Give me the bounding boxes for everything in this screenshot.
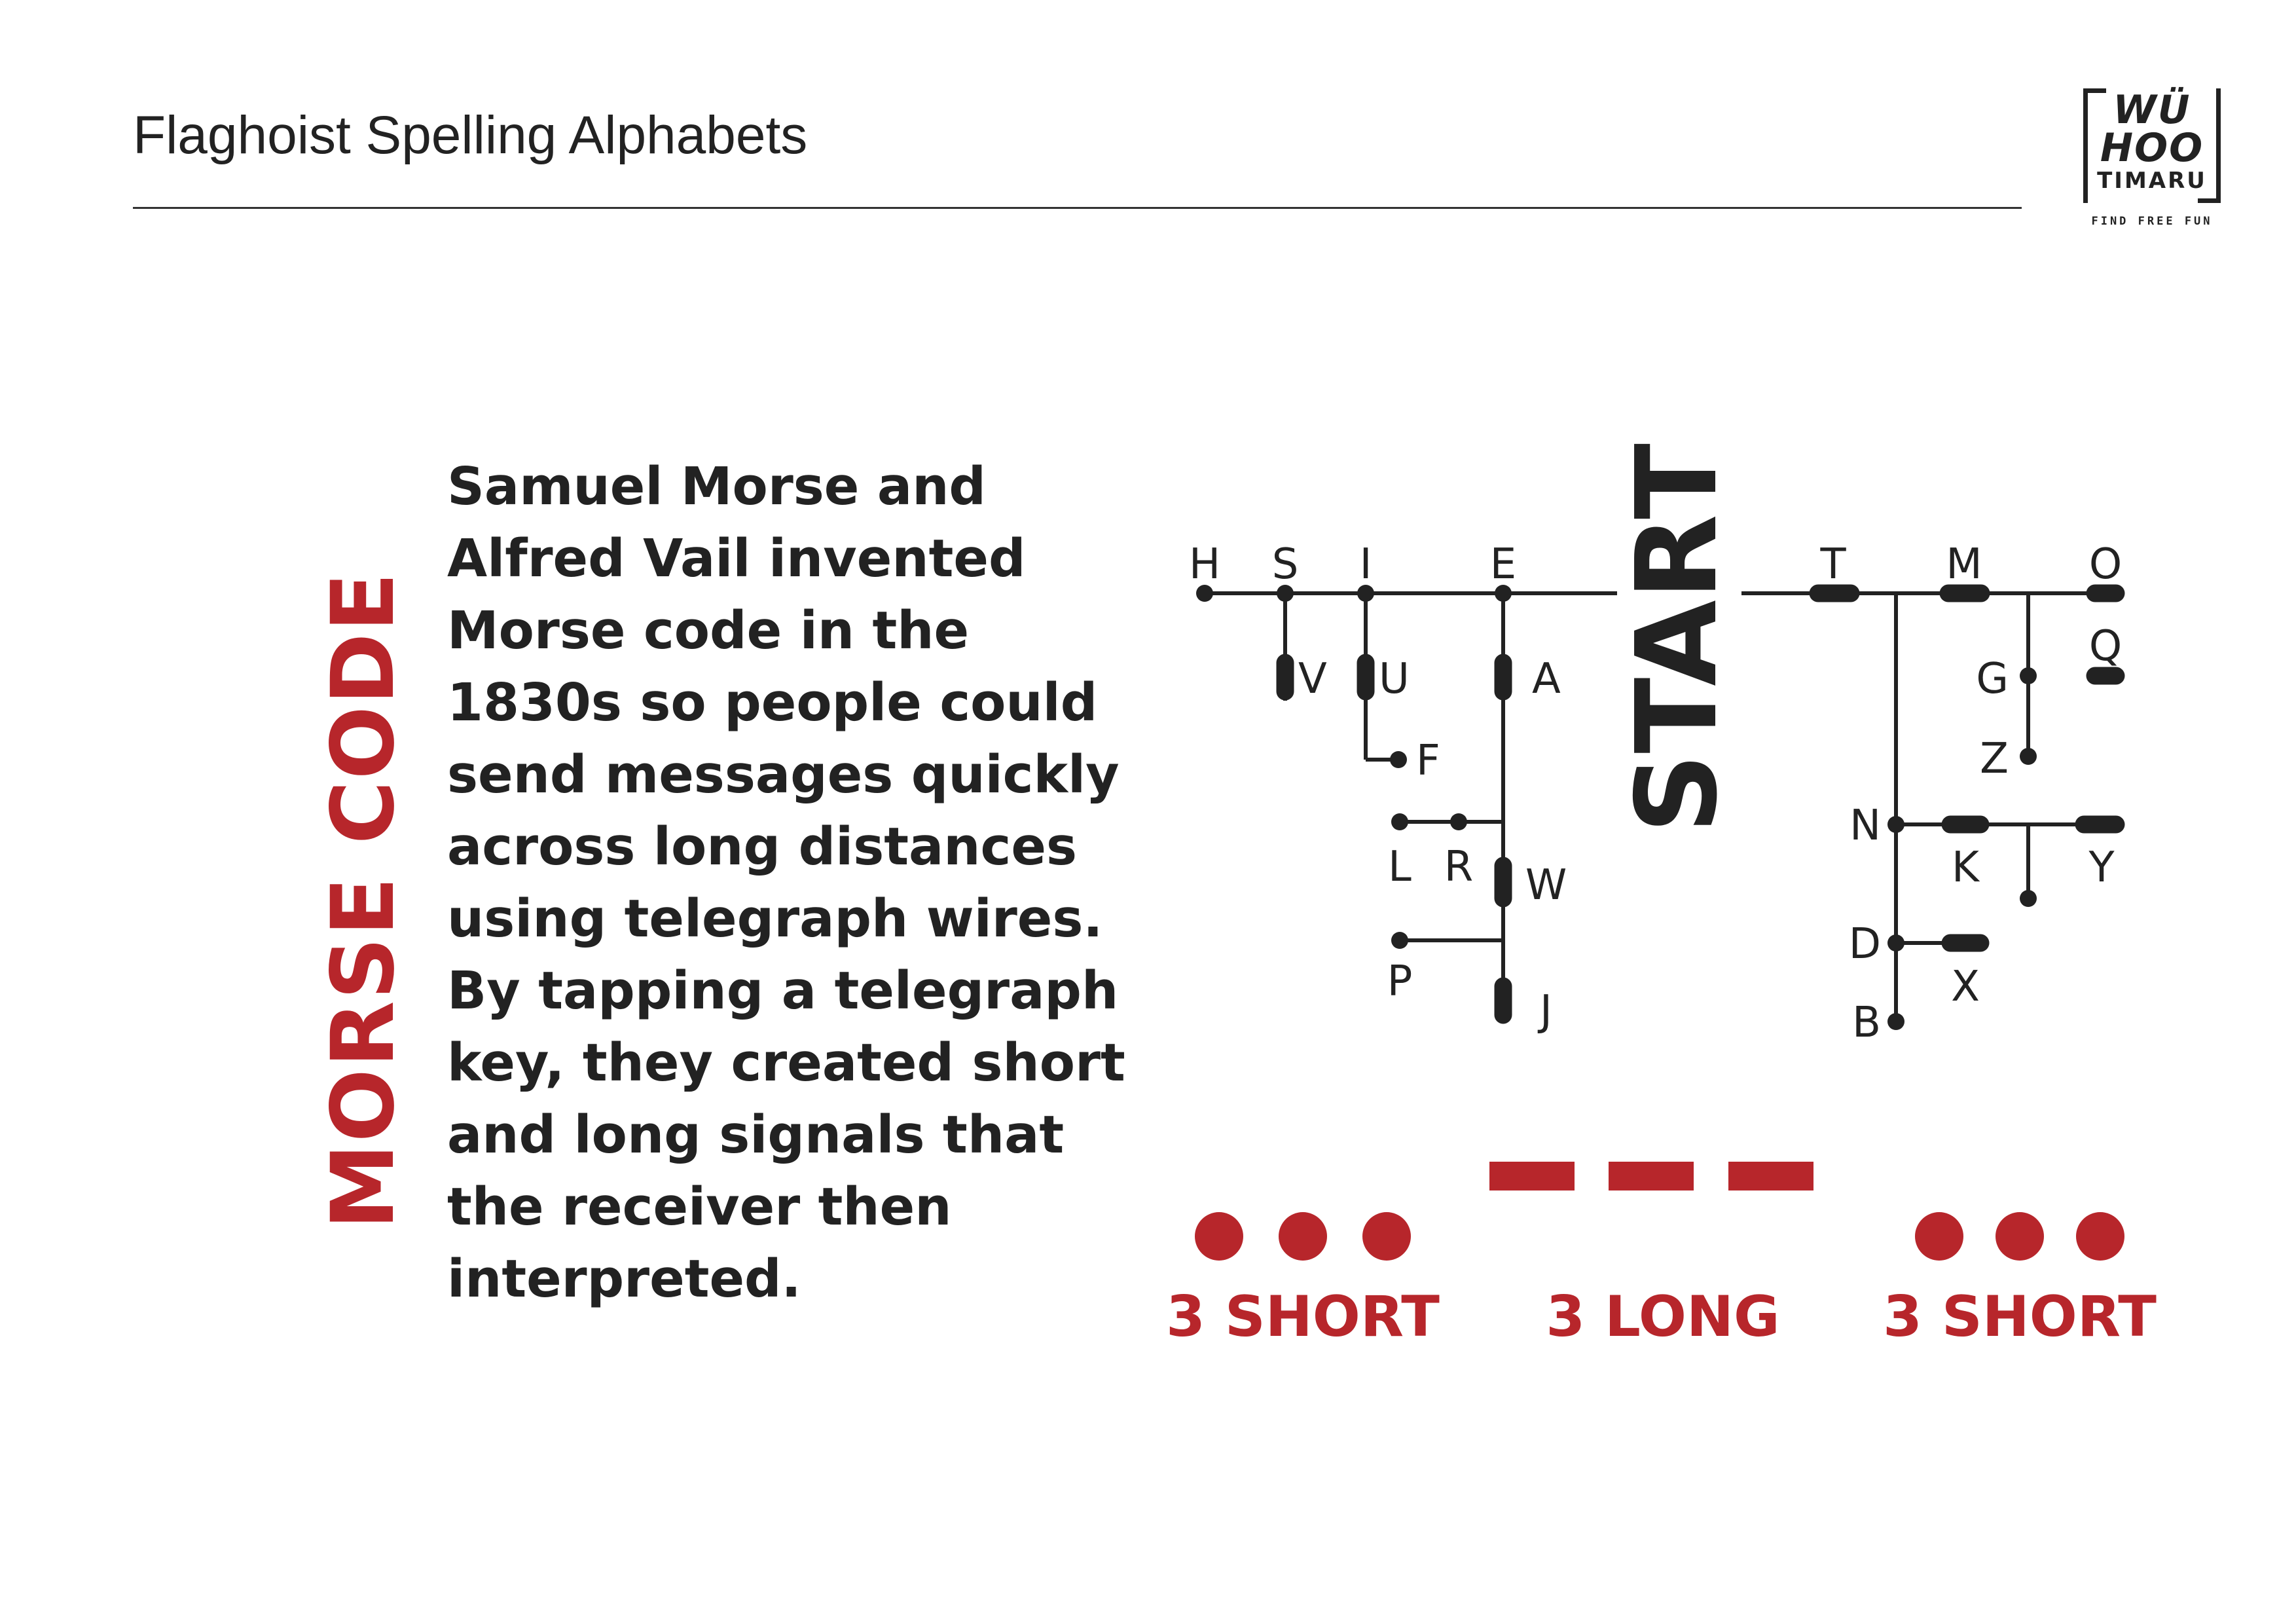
legend-label: 3 SHORT bbox=[1166, 1284, 1440, 1350]
start-label: START bbox=[1613, 443, 1742, 834]
dot-mark-l bbox=[1391, 813, 1408, 830]
letter-label-f: F bbox=[1416, 737, 1440, 785]
morse-history-paragraph: Samuel Morse and Alfred Vail invented Morse code in the 1830s so people could send messages quickly across long distances using telegraph wires. By tapping a telegraph key, they created short and long signals that the receiver then interpreted. bbox=[447, 456, 1125, 1309]
letter-label-v: V bbox=[1298, 655, 1327, 703]
letter-label-l: L bbox=[1388, 843, 1412, 891]
logo-text-line-1: WÜ bbox=[2113, 87, 2191, 133]
letter-label-t: T bbox=[1820, 540, 1846, 589]
letter-label-e: E bbox=[1489, 540, 1517, 589]
dot-mark-f bbox=[1390, 751, 1407, 768]
legend-label: 3 SHORT bbox=[1883, 1284, 2157, 1350]
dot-mark-n bbox=[1887, 816, 1904, 833]
letter-label-h: H bbox=[1188, 540, 1221, 589]
letter-label-p: P bbox=[1387, 957, 1413, 1006]
letter-label-u: U bbox=[1379, 655, 1410, 703]
letter-label-x: X bbox=[1951, 963, 1980, 1011]
legend-group-3 bbox=[1883, 1212, 2157, 1350]
letter-label-o: O bbox=[2088, 540, 2123, 589]
legend-short-signal bbox=[1362, 1212, 1411, 1261]
letter-label-j: J bbox=[1540, 987, 1552, 1035]
dot-mark-b bbox=[1887, 1013, 1904, 1030]
legend-long-signal bbox=[1609, 1162, 1694, 1190]
dot-mark-z bbox=[2020, 748, 2037, 765]
letter-label-n: N bbox=[1850, 802, 1881, 850]
letter-label-r: R bbox=[1444, 843, 1474, 891]
legend-short-signal bbox=[2076, 1212, 2124, 1261]
legend-group-1 bbox=[1166, 1212, 1440, 1350]
letter-label-a: A bbox=[1532, 655, 1561, 703]
legend-short-signal bbox=[1195, 1212, 1243, 1261]
legend-short-signal bbox=[1915, 1212, 1963, 1261]
dot-mark-k-branch bbox=[2020, 890, 2037, 907]
letter-label-i: I bbox=[1359, 540, 1372, 589]
letter-label-z: Z bbox=[1980, 735, 2009, 783]
letter-label-d: D bbox=[1848, 920, 1881, 969]
dot-mark-p bbox=[1391, 932, 1408, 949]
logo-tagline: FIND FREE FUN bbox=[2091, 215, 2213, 228]
morse-code-heading: MORSE CODE bbox=[313, 571, 414, 1230]
dot-mark-d bbox=[1887, 934, 1904, 951]
letter-label-s: S bbox=[1271, 540, 1299, 589]
logo-text-line-3: TIMARU bbox=[2097, 168, 2207, 194]
letter-label-q: Q bbox=[2088, 622, 2123, 671]
letter-label-g: G bbox=[1976, 655, 2009, 703]
signal-legend bbox=[1166, 1162, 2157, 1350]
letter-label-y: Y bbox=[2088, 843, 2115, 892]
page-title: Flaghoist Spelling Alphabets bbox=[133, 105, 808, 165]
logo-text-line-2: HOO bbox=[2100, 125, 2204, 171]
letter-label-k: K bbox=[1952, 843, 1979, 892]
legend-long-signal bbox=[1489, 1162, 1575, 1190]
letter-label-b: B bbox=[1852, 999, 1881, 1047]
legend-label: 3 LONG bbox=[1546, 1284, 1780, 1350]
legend-short-signal bbox=[1279, 1212, 1327, 1261]
dot-mark-r bbox=[1450, 813, 1467, 830]
legend-short-signal bbox=[1995, 1212, 2044, 1261]
letter-label-w: W bbox=[1525, 861, 1567, 910]
legend-group-2 bbox=[1489, 1162, 1813, 1350]
dot-mark-g bbox=[2020, 667, 2037, 684]
letter-label-m: M bbox=[1946, 540, 1982, 589]
legend-long-signal bbox=[1728, 1162, 1813, 1190]
